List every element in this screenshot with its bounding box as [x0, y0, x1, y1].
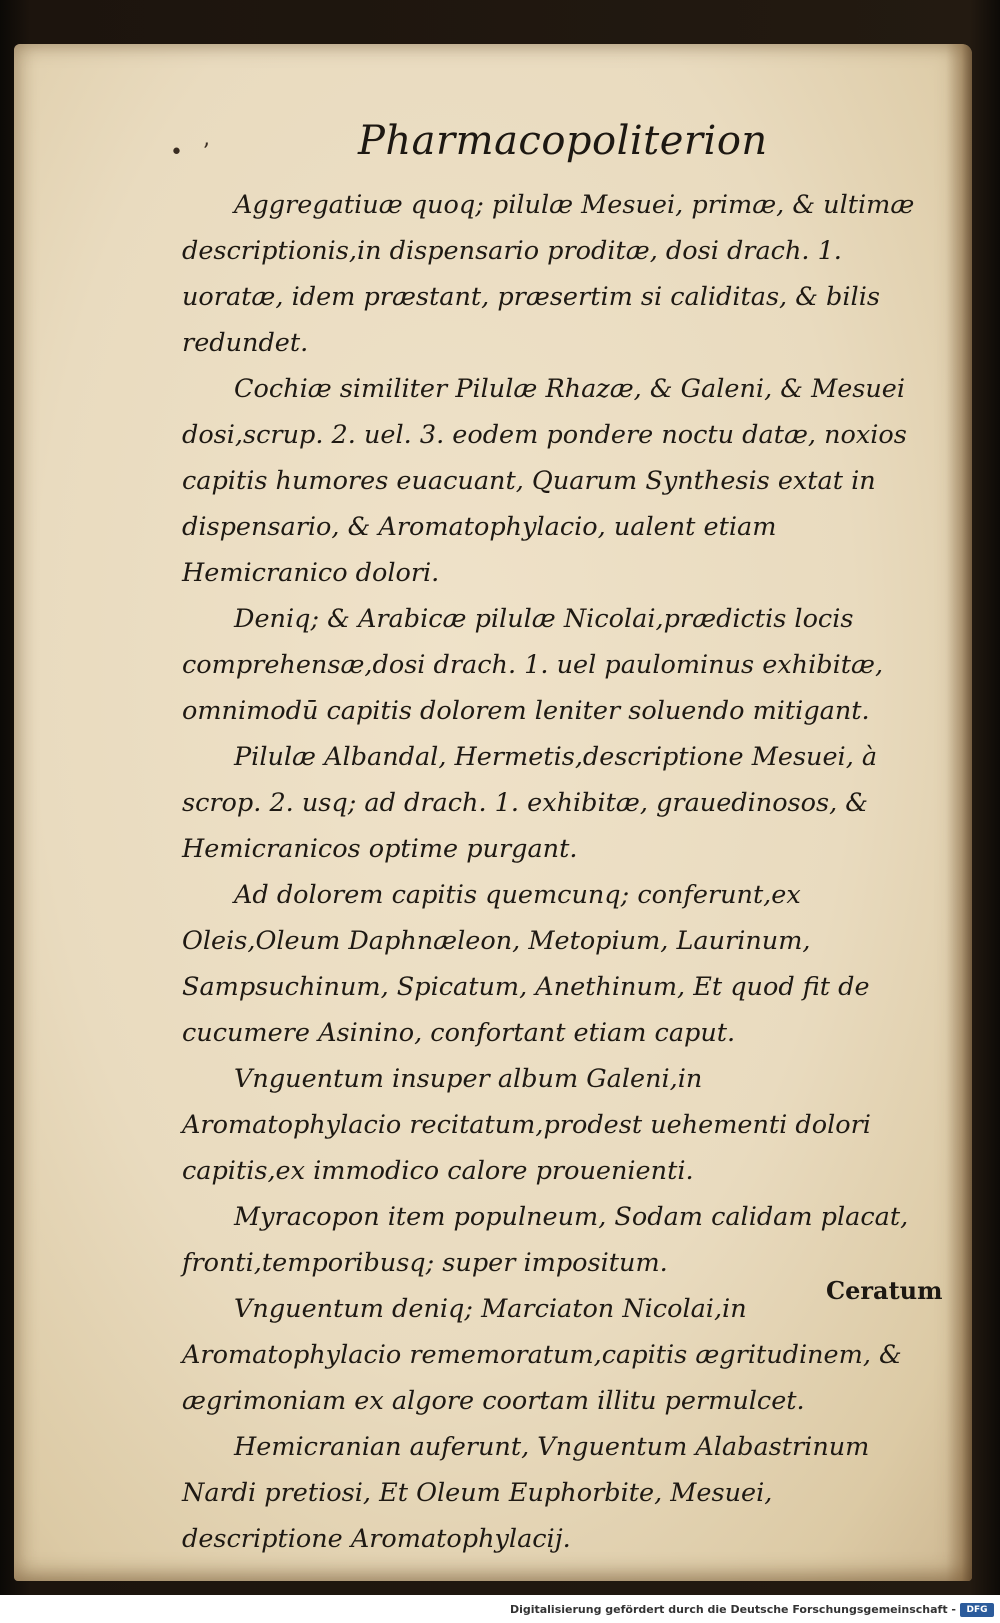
paragraph: Hemicranian auferunt, Vnguentum Alabastrinum Nardi pretiosi, Et Oleum Euphorbite, Mesuei, descriptione Aromatophylacij. — [182, 1432, 870, 1554]
paragraph: Vnguentum deniq; Marciaton Nicolai,in Aromatophylacio rememoratum,capitis ægritudinem, & ægrimoniam ex algore coortam illitu permulcet. — [182, 1294, 902, 1416]
paragraph: Deniq; & Arabicæ pilulæ Nicolai,prædictis locis comprehensæ,dosi drach. 1. uel paulominus exhibitæ, omnimodū capitis dolorem leniter soluendo mitigant. — [182, 604, 884, 726]
paragraph: Cochiæ similiter Pilulæ Rhazæ, & Galeni, & Mesuei dosi,scrup. 2. uel. 3. eodem pondere noctu datæ, noxios capitis humores euacuant, Quarum Synthesis extat in dispensario, & Aromatophylacio, ualent etiam Hemicranico dolori. — [182, 374, 907, 588]
catchword: Ceratum — [826, 1276, 943, 1305]
paragraph: Myracopon item populneum, Sodam calidam placat, fronti,temporibusq; super impositum. — [182, 1202, 909, 1278]
paragraph: Aggregatiuæ quoq; pilulæ Mesuei, primæ, & ultimæ descriptionis,in dispensario proditæ, dosi drach. 1. uoratæ, idem præstant, præsertim si caliditas, & bilis redundet. — [182, 190, 915, 358]
paragraph: Pilulæ Albandal, Hermetis,descriptione Mesuei, à scrop. 2. usq; ad drach. 1. exhibitæ, grauedinosos, & Hemicranicos optime purgant. — [182, 742, 878, 864]
dfg-logo: DFG — [960, 1603, 994, 1617]
paragraph: Vnguentum insuper album Galeni,in Aromatophylacio recitatum,prodest uehementi dolori capitis,ex immodico calore prouenienti. — [182, 1064, 871, 1186]
digitization-footer — [0, 1595, 1000, 1623]
running-head: Pharmacopoliterion — [358, 118, 768, 164]
page-edge-shadow — [946, 44, 972, 1581]
footer-credit: Digitalisierung gefördert durch die Deutsche Forschungsgemeinschaft - — [509, 1603, 956, 1616]
page-corner-mark: • ʼ — [170, 140, 215, 165]
main-text — [182, 182, 927, 1562]
paragraph: Ad dolorem capitis quemcunq; conferunt,ex Oleis,Oleum Daphnæleon, Metopium, Laurinum, Sampsuchinum, Spicatum, Anethinum, Et quod fit de cucumere Asinino, confortant etiam caput. — [182, 880, 870, 1048]
